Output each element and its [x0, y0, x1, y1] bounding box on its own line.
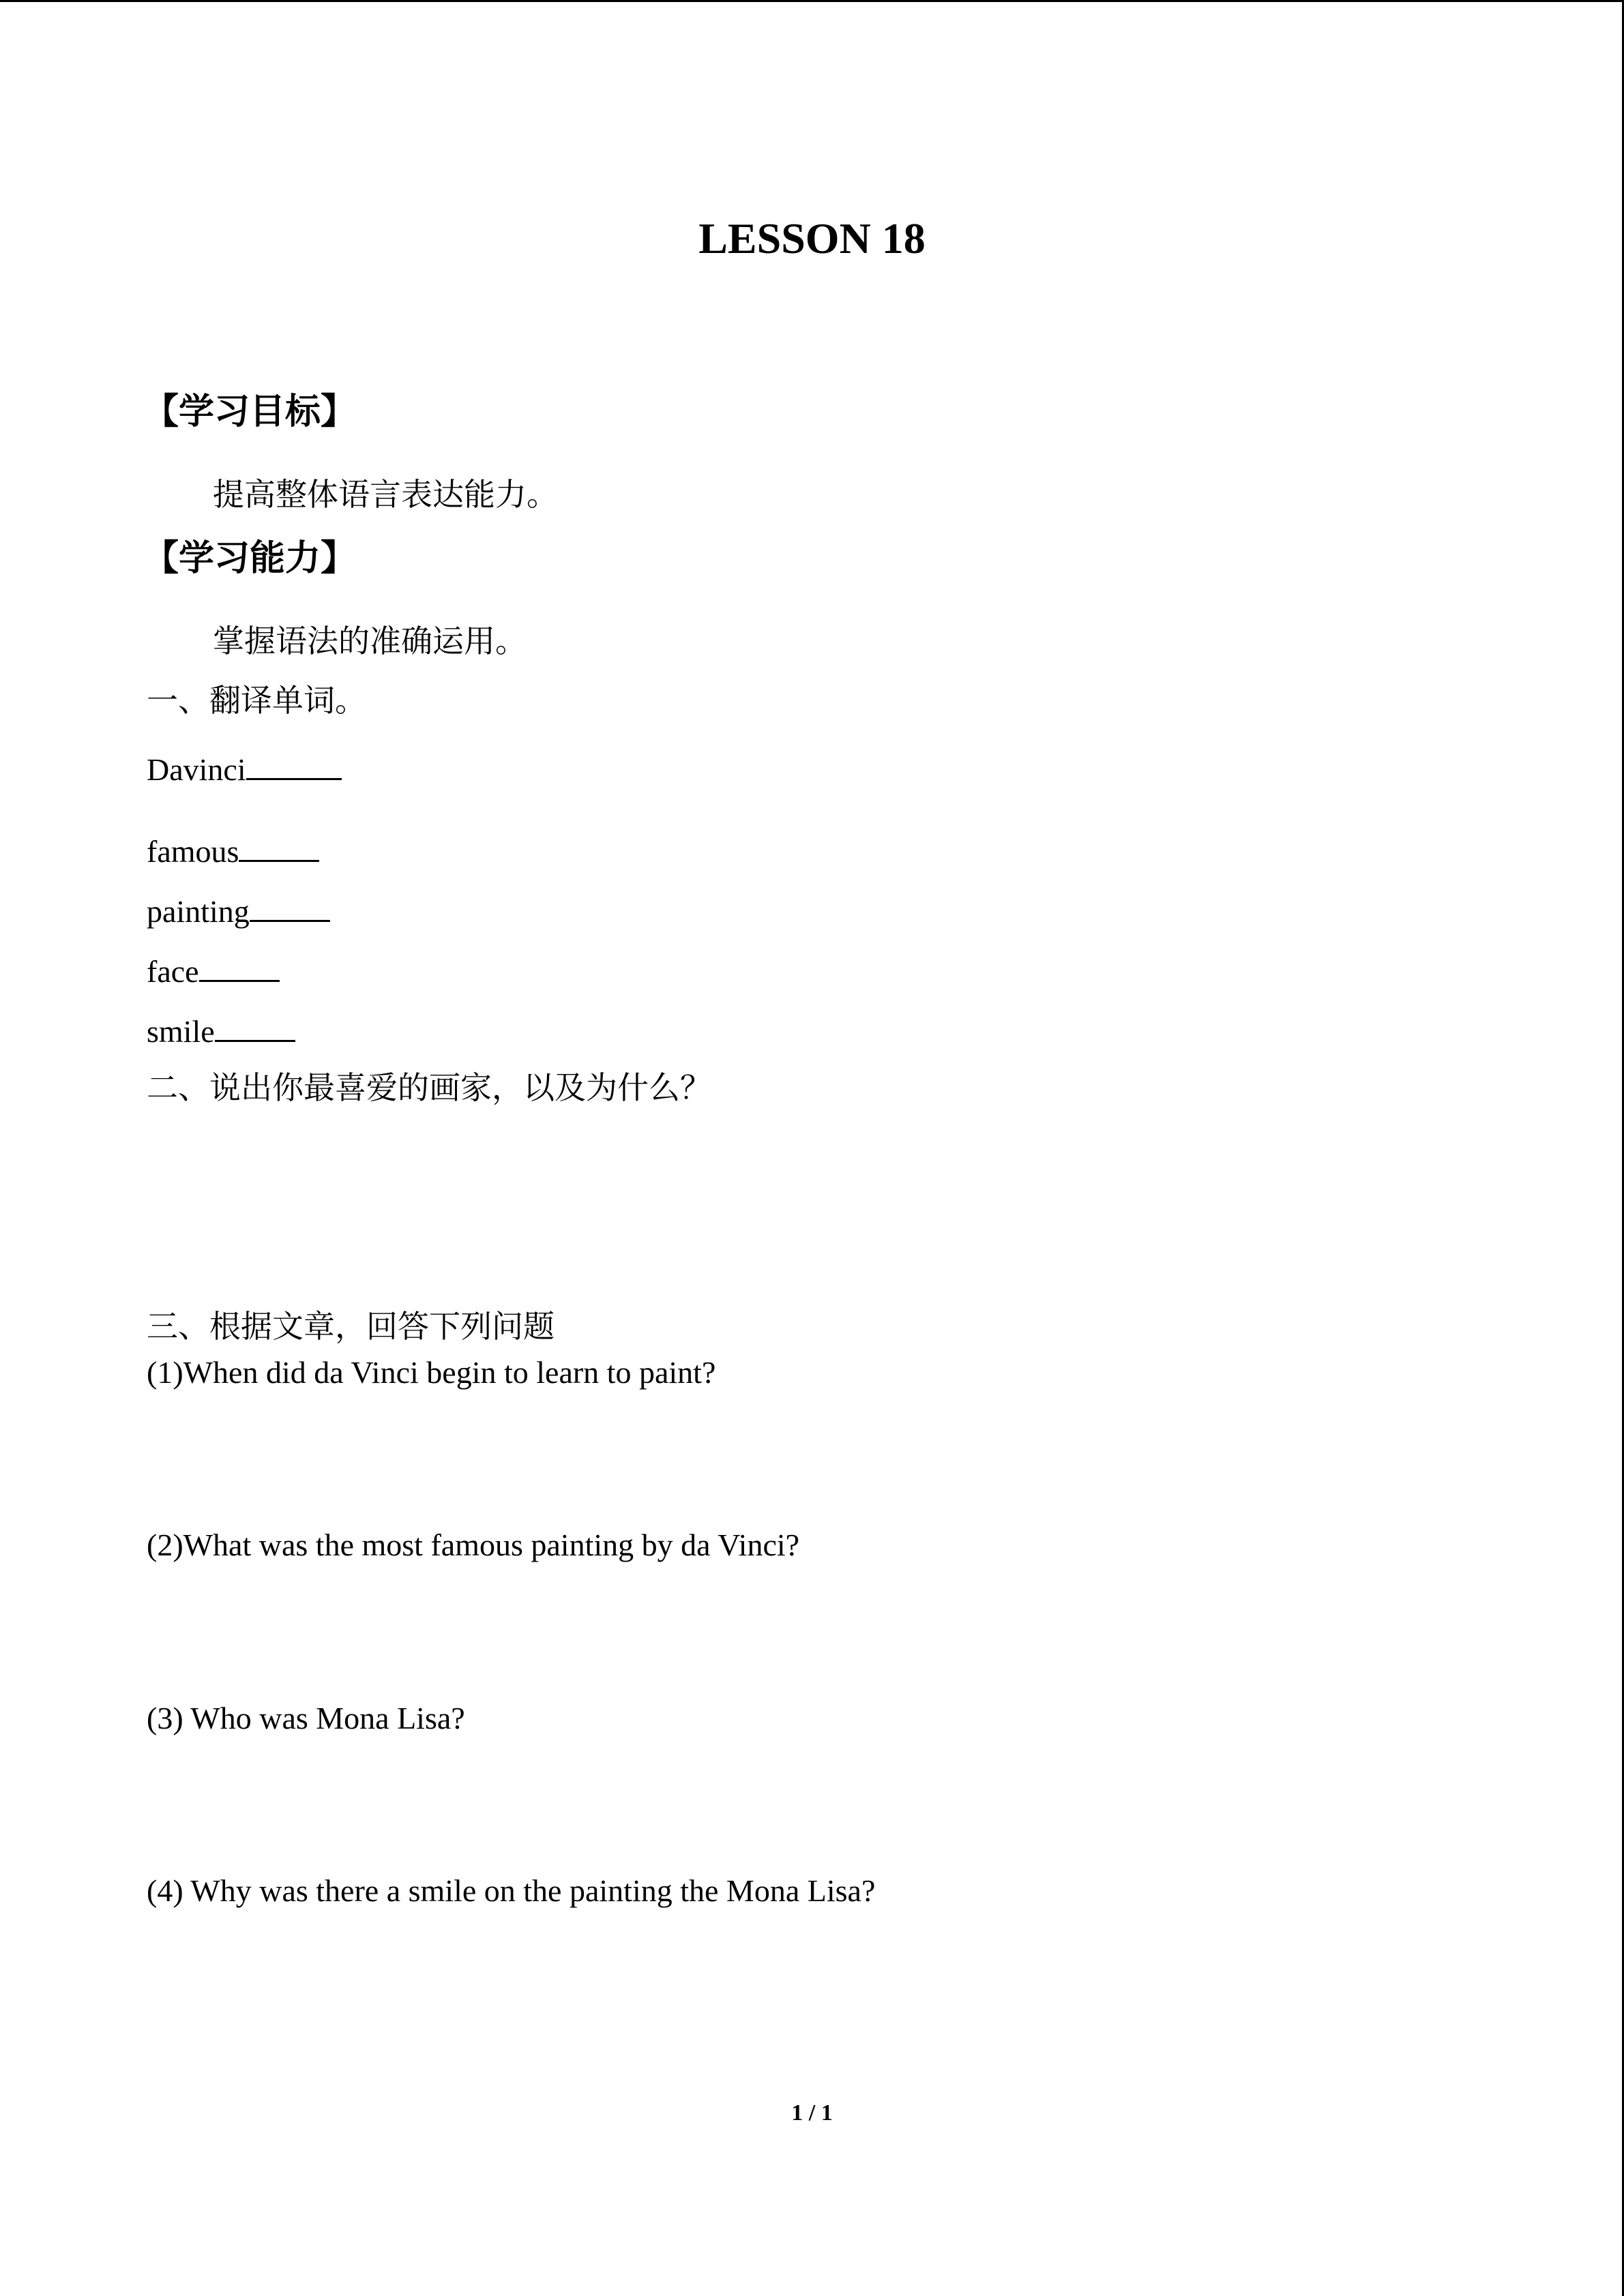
answer-blank[interactable] [239, 835, 319, 862]
page-title: LESSON 18 [698, 214, 926, 263]
learning-ability-text: 掌握语法的准确运用。 [213, 624, 527, 659]
word-item [147, 754, 342, 786]
answer-blank[interactable] [250, 895, 330, 922]
learning-ability-heading: 【学习能力】 [143, 538, 357, 579]
learning-goal-heading: 【学习目标】 [143, 391, 357, 432]
learning-goal-text: 提高整体语言表达能力。 [213, 477, 558, 512]
word-label: Davinci [147, 752, 246, 787]
word-item [147, 835, 319, 867]
answer-blank[interactable] [246, 754, 342, 780]
page-number: 1 / 1 [791, 2100, 833, 2126]
word-label: face [147, 954, 199, 989]
question-1: (1)When did da Vinci begin to learn to paint? [147, 1355, 716, 1390]
part3-heading: 三、根据文章，回答下列问题 [147, 1309, 555, 1344]
answer-blank[interactable] [215, 1015, 295, 1042]
word-label: smile [147, 1014, 215, 1049]
word-label: painting [147, 894, 250, 929]
word-label: famous [147, 834, 239, 869]
word-item [147, 895, 330, 927]
word-item [147, 1015, 295, 1047]
question-2: (2)What was the most famous painting by da Vinci? [147, 1527, 800, 1562]
question-3: (3) Who was Mona Lisa? [147, 1701, 465, 1735]
part1-heading: 一、翻译单词。 [147, 683, 366, 718]
word-item [147, 955, 280, 987]
part2-heading: 二、说出你最喜爱的画家，以及为什么？ [147, 1071, 711, 1105]
question-4: (4) Why was there a smile on the painting the Mona Lisa? [147, 1873, 876, 1908]
answer-blank[interactable] [199, 955, 280, 982]
